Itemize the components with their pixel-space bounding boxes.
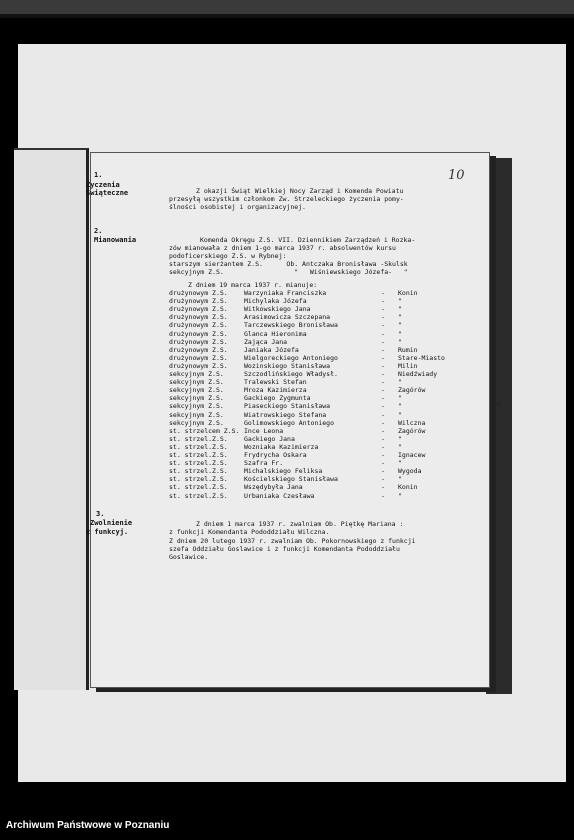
appointment-rank: sekcyjnym Z.S. — [169, 418, 224, 427]
appointment-rank: drużynowym Z.S. — [169, 361, 228, 370]
appointment-place: Stare-Miasto — [398, 353, 445, 362]
section-3-body-line2: z funkcji Komendanta Pododdziału Wilczna. — [169, 528, 330, 536]
section-2-number: 2. — [94, 227, 103, 235]
appointment-dash: - — [381, 467, 385, 476]
appointment-place: Zagórów — [398, 426, 426, 435]
section-2-body-line3: podoficerskiego Z.S. w Rybnej: — [169, 252, 287, 260]
appointment-dash: - — [381, 491, 385, 500]
appointment-rank: drużynowym Z.S. — [169, 305, 228, 314]
section-3-body-line3: Z dniem 20 lutego 1937 r. zwalniam Ob. Pokornowskiego z funkcji — [169, 537, 416, 545]
appointment-place: Konin — [398, 289, 418, 297]
appointment-rank: sekcyjnym Z.S. — [169, 410, 224, 419]
appointment-dash: - — [381, 361, 385, 370]
section-3-title-line2: z funkcyj. — [86, 528, 129, 536]
appointment-rank: sekcyjnym Z.S. — [169, 386, 224, 395]
appointment-dash: - — [381, 337, 385, 346]
binder-left-page — [14, 148, 89, 690]
section-2-body-line1: Komenda Okręgu Z.S. VII. Dziennikiem Zarządzeń i Rozka- — [200, 236, 416, 244]
appointment-dash: - — [381, 345, 385, 354]
appointment-place: " — [398, 378, 402, 387]
appointment-rank: st. strzelcem Z.S. — [169, 426, 240, 435]
appointment-place: " — [398, 434, 402, 443]
section-2-body-line2: zów mianowała z dniem 1-go marca 1937 r. absolwentów kursu — [169, 244, 396, 252]
appointment-name: Wozniaka Kazimierza — [244, 442, 319, 451]
section-2-body-line5: sekcyjnym Z.S. " Wiśniewskiego Józefa- " — [169, 268, 408, 276]
appointment-place: Wilczna — [398, 418, 426, 427]
appointment-rank: sekcyjnym Z.S. — [169, 370, 224, 378]
appointment-name: Ince Leona — [244, 426, 284, 435]
appointment-place: " — [398, 297, 402, 306]
appointment-name: Witkowskiego Jana — [244, 305, 311, 314]
section-1-body-line2: przesyłą wszystkim członkom Zw. Strzeleckiego życzenia pomy- — [169, 195, 404, 203]
appointment-place: " — [398, 337, 402, 346]
section-3-body-line5: Goslawice. — [169, 553, 209, 561]
appointment-dash: - — [381, 434, 385, 443]
appointment-rank: drużynowym Z.S. — [169, 289, 228, 297]
appointment-name: Michalskiego Feliksa — [244, 467, 323, 476]
section-1-title-line1: Życzenia — [86, 181, 120, 189]
appointment-name: Michylaka Józefa — [244, 297, 307, 306]
section-1-body-line1: Z okazji Świąt Wielkiej Nocy Zarząd i Komenda Powiatu — [196, 187, 404, 195]
appointment-rank: st. strzel.Z.S. — [169, 491, 228, 500]
appointment-dash: - — [381, 370, 385, 378]
appointment-place: " — [398, 394, 402, 403]
appointment-name: Tralewski Stefan — [244, 378, 307, 387]
appointment-name: Wiatrowskiego Stefana — [244, 410, 327, 419]
appointment-rank: st. strzel.Z.S. — [169, 483, 228, 492]
appointment-rank: sekcyjnym Z.S. — [169, 378, 224, 387]
section-3-title-line1: Zwolnienie — [90, 519, 133, 527]
appointment-rank: drużynowym Z.S. — [169, 297, 228, 306]
section-3-body-line1: Z dniem 1 marca 1937 r. zwalniam Ob. Piętkę Mariana : — [196, 520, 404, 528]
appointment-place: Rumin — [398, 345, 418, 354]
appointment-place: " — [398, 491, 402, 500]
appointment-name: Arasimowicza Szczepana — [244, 313, 331, 322]
appointment-rank: sekcyjnym Z.S. — [169, 394, 224, 403]
scan-top-band — [0, 14, 574, 18]
appointment-dash: - — [381, 459, 385, 468]
appointment-dash: - — [381, 313, 385, 322]
appointment-rank: drużynowym Z.S. — [169, 329, 228, 338]
appointment-place: " — [398, 459, 402, 468]
appointment-place: Zagórów — [398, 386, 426, 395]
section-2-body-line4: starszym sierżantem Z.S. Ob. Antczaka Bronisława -Skulsk — [169, 260, 408, 268]
appointment-name: Szczodlińskiego Władysł. — [244, 370, 338, 378]
appointment-place: " — [398, 313, 402, 322]
appointment-dash: - — [381, 321, 385, 330]
appointment-place: Ignacew — [398, 451, 426, 459]
appointment-dash: - — [381, 386, 385, 395]
appointment-place: Wygoda — [398, 467, 422, 476]
appointment-dash: - — [381, 289, 385, 297]
section-3-number: 3. — [96, 510, 105, 518]
appointment-rank: sekcyjnym Z.S. — [169, 402, 224, 411]
appointment-rank: st. strzel.Z.S. — [169, 434, 228, 443]
appointment-name: Golimowskiego Antoniego — [244, 418, 335, 427]
appointment-name: Zająca Jana — [244, 337, 288, 346]
appointment-dash: - — [381, 418, 385, 427]
appointment-rank: st. strzel.Z.S. — [169, 475, 228, 484]
appointment-place: " — [398, 402, 402, 411]
appointment-dash: - — [381, 329, 385, 338]
appointment-rank: drużynowym Z.S. — [169, 313, 228, 322]
appointment-place: " — [398, 329, 402, 338]
appointment-rank: st. strzel.Z.S. — [169, 459, 228, 468]
appointment-rank: drużynowym Z.S. — [169, 345, 228, 354]
appointment-place: " — [398, 475, 402, 484]
appointment-rank: st. strzel.Z.S. — [169, 442, 228, 451]
appointment-name: Tarczewskiego Bronisława — [244, 321, 338, 330]
appointment-dash: - — [381, 402, 385, 411]
appointment-dash: - — [381, 305, 385, 314]
section-2-title: Mianowania — [94, 236, 137, 244]
appointment-rank: drużynowym Z.S. — [169, 321, 228, 330]
appointment-place: Niedźwiady — [398, 370, 438, 378]
appointment-name: Janiaka Józefa — [244, 345, 299, 354]
appointment-name: Wszędybyła Jana — [244, 483, 303, 492]
appointment-rank: st. strzel.Z.S. — [169, 451, 228, 459]
appointment-name: Wielgoreckiego Antoniego — [244, 353, 338, 362]
appointment-place: " — [398, 410, 402, 419]
appointment-name: Wozinskiego Stanisława — [244, 361, 331, 370]
appointment-name: Szafra Fr. — [244, 459, 284, 468]
appointment-place: Konin — [398, 483, 418, 492]
appointment-dash: - — [381, 483, 385, 492]
margin-mark: Pm — [490, 400, 502, 408]
appointment-name: Gackiego Jana — [244, 434, 295, 443]
appointment-dash: - — [381, 442, 385, 451]
section-1-number: 1. — [94, 171, 103, 179]
section-3-body-line4: szefa Oddziału Goslawice i z funkcji Komendanta Pododdziału — [169, 545, 400, 553]
scan-top-strip — [0, 0, 574, 14]
appointment-name: Kościelskiego Stanisława — [244, 475, 338, 484]
appointment-rank: drużynowym Z.S. — [169, 337, 228, 346]
appointment-place: " — [398, 305, 402, 314]
appointment-name: Urbaniaka Czesława — [244, 491, 315, 500]
section-2-intro: Z dniem 19 marca 1937 r. mianuje: — [188, 281, 318, 289]
appointment-name: Warzyniaka Franciszka — [244, 289, 327, 297]
appointment-dash: - — [381, 394, 385, 403]
appointment-name: Piaseckiego Stanisława — [244, 402, 331, 411]
appointment-place: " — [398, 442, 402, 451]
section-1-title-line2: Świąteczne — [86, 189, 129, 197]
appointment-dash: - — [381, 297, 385, 306]
appointment-dash: - — [381, 378, 385, 387]
appointment-name: Gackiego Zygmunta — [244, 394, 311, 403]
appointment-place: Milin — [398, 361, 418, 370]
appointment-name: Mroza Kazimierza — [244, 386, 307, 395]
appointment-rank: st. strzel.Z.S. — [169, 467, 228, 476]
appointment-name: Frydrycha Oskara — [244, 451, 307, 459]
appointment-dash: - — [381, 451, 385, 459]
archive-credit: Archiwum Państwowe w Poznaniu — [6, 820, 170, 831]
appointment-dash: - — [381, 426, 385, 435]
appointment-dash: - — [381, 353, 385, 362]
appointment-rank: drużynowym Z.S. — [169, 353, 228, 362]
appointment-name: Glanca Hieronima — [244, 329, 307, 338]
appointment-dash: - — [381, 475, 385, 484]
folio-number: 10 — [448, 168, 465, 183]
appointment-place: " — [398, 321, 402, 330]
section-1-body-line3: ślności osobistej i organizacyjnej. — [169, 203, 306, 211]
appointment-dash: - — [381, 410, 385, 419]
